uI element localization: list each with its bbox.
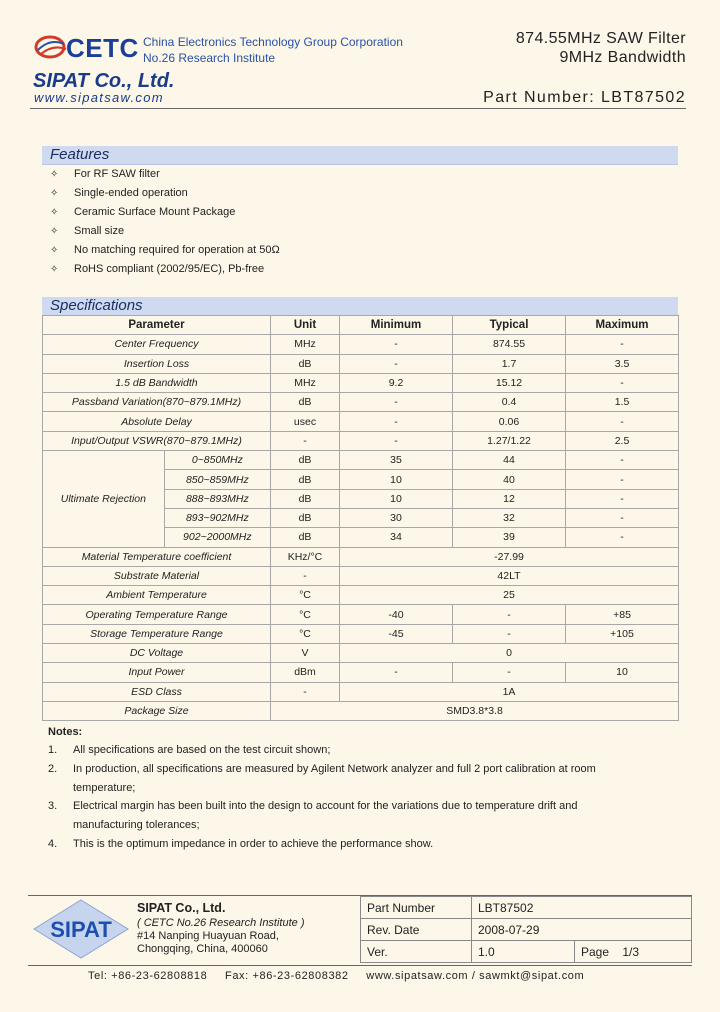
table-cell: - bbox=[340, 431, 453, 450]
table-row bbox=[361, 941, 692, 963]
col-parameter: Parameter bbox=[43, 316, 271, 335]
company-name: SIPAT Co., Ltd. bbox=[33, 70, 175, 92]
table-row bbox=[43, 373, 679, 392]
col-minimum: Minimum bbox=[340, 316, 453, 335]
table-cell: dB bbox=[271, 451, 340, 470]
table-cell: -45 bbox=[340, 624, 453, 643]
footer-address-line2: Chongqing, China, 400060 bbox=[137, 943, 268, 955]
product-bandwidth: 9MHz Bandwidth bbox=[559, 49, 686, 66]
table-row bbox=[43, 431, 679, 450]
table-cell: 25 bbox=[340, 586, 679, 605]
footer-address-line1: #14 Nanping Huayuan Road, bbox=[137, 930, 279, 942]
sipat-logo-icon bbox=[32, 898, 130, 960]
table-header-row bbox=[43, 316, 679, 335]
table-cell: dB bbox=[271, 528, 340, 547]
cetc-logo-text: CETC bbox=[66, 33, 139, 63]
specifications-table bbox=[42, 315, 679, 721]
version-value: 1.0 bbox=[472, 941, 575, 963]
note-text: Electrical margin has been built into the design to account for the variations due to temperature drift and manufacturing tolerances; bbox=[73, 800, 578, 831]
parameter-cell: Input Power bbox=[43, 663, 271, 682]
note-item bbox=[48, 835, 638, 854]
feature-text: Ceramic Surface Mount Package bbox=[74, 206, 236, 218]
table-row bbox=[43, 701, 679, 720]
table-cell: 30 bbox=[340, 508, 453, 527]
rev-date-value: 2008-07-29 bbox=[472, 919, 692, 941]
org-name: China Electronics Technology Group Corporation bbox=[143, 35, 403, 49]
table-row bbox=[43, 354, 679, 373]
table-cell: - bbox=[453, 624, 566, 643]
parameter-cell: Storage Temperature Range bbox=[43, 624, 271, 643]
table-cell: 2.5 bbox=[566, 431, 679, 450]
parameter-cell: Operating Temperature Range bbox=[43, 605, 271, 624]
bullet-icon: ✧ bbox=[50, 226, 59, 237]
page-value: 1/3 bbox=[622, 944, 640, 959]
parameter-cell: ESD Class bbox=[43, 682, 271, 701]
product-title: 874.55MHz SAW Filter bbox=[515, 30, 686, 47]
table-cell: V bbox=[271, 644, 340, 663]
parameter-cell: Ambient Temperature bbox=[43, 586, 271, 605]
parameter-cell: Passband Variation(870~879.1MHz) bbox=[43, 393, 271, 412]
table-cell: KHz/°C bbox=[271, 547, 340, 566]
part-number: Part Number: LBT87502 bbox=[483, 89, 686, 106]
col-unit: Unit bbox=[271, 316, 340, 335]
parameter-cell: 1.5 dB Bandwidth bbox=[43, 373, 271, 392]
table-cell: 1.5 bbox=[566, 393, 679, 412]
document-info-table bbox=[360, 896, 692, 963]
table-cell: 1.7 bbox=[453, 354, 566, 373]
table-cell: 42LT bbox=[340, 566, 679, 585]
table-cell: - bbox=[453, 605, 566, 624]
footer-institute: ( CETC No.26 Research Institute ) bbox=[137, 917, 305, 929]
table-cell: 10 bbox=[566, 663, 679, 682]
table-row bbox=[43, 586, 679, 605]
parameter-cell: Package Size bbox=[43, 701, 271, 720]
table-cell: dB bbox=[271, 470, 340, 489]
note-number: 3. bbox=[48, 800, 58, 812]
table-cell: 10 bbox=[340, 489, 453, 508]
table-cell: 44 bbox=[453, 451, 566, 470]
table-cell: - bbox=[453, 663, 566, 682]
contact-line bbox=[88, 970, 598, 982]
table-row bbox=[43, 663, 679, 682]
table-cell: - bbox=[566, 489, 679, 508]
table-cell: - bbox=[566, 373, 679, 392]
features-bar bbox=[42, 146, 678, 165]
note-text: In production, all specifications are measured by Agilent Network analyzer and full 2 port calibration at room temperature; bbox=[73, 763, 596, 794]
note-number: 4. bbox=[48, 838, 58, 850]
table-cell: -27.99 bbox=[340, 547, 679, 566]
table-row bbox=[43, 624, 679, 643]
feature-item bbox=[50, 244, 280, 256]
rejection-band-cell: 902~2000MHz bbox=[164, 528, 270, 547]
table-cell: dB bbox=[271, 489, 340, 508]
bullet-icon: ✧ bbox=[50, 188, 59, 199]
table-cell: 3.5 bbox=[566, 354, 679, 373]
table-cell: - bbox=[566, 451, 679, 470]
feature-text: Small size bbox=[74, 225, 125, 237]
table-cell: - bbox=[566, 335, 679, 354]
table-row bbox=[43, 393, 679, 412]
bullet-icon: ✧ bbox=[50, 207, 59, 218]
table-cell: 874.55 bbox=[453, 335, 566, 354]
table-cell: usec bbox=[271, 412, 340, 431]
specifications-title: Specifications bbox=[50, 297, 143, 314]
table-cell: - bbox=[271, 682, 340, 701]
table-row bbox=[43, 566, 679, 585]
parameter-cell: Absolute Delay bbox=[43, 412, 271, 431]
table-cell: 12 bbox=[453, 489, 566, 508]
part-number-label: Part Number bbox=[361, 897, 472, 919]
table-cell: +85 bbox=[566, 605, 679, 624]
table-cell: dBm bbox=[271, 663, 340, 682]
table-row bbox=[43, 451, 679, 470]
col-typical: Typical bbox=[453, 316, 566, 335]
table-row bbox=[43, 412, 679, 431]
table-cell: - bbox=[271, 431, 340, 450]
parameter-cell: Material Temperature coefficient bbox=[43, 547, 271, 566]
note-text: This is the optimum impedance in order to achieve the performance show. bbox=[73, 838, 434, 850]
header-divider bbox=[30, 108, 686, 109]
table-cell: - bbox=[340, 354, 453, 373]
rev-date-label: Rev. Date bbox=[361, 919, 472, 941]
parameter-cell: Insertion Loss bbox=[43, 354, 271, 373]
bullet-icon: ✧ bbox=[50, 245, 59, 256]
page-cell bbox=[575, 941, 692, 963]
table-cell: 10 bbox=[340, 470, 453, 489]
bullet-icon: ✧ bbox=[50, 264, 59, 275]
table-cell: 0.06 bbox=[453, 412, 566, 431]
feature-text: Single-ended operation bbox=[74, 187, 188, 199]
parameter-cell: Substrate Material bbox=[43, 566, 271, 585]
table-cell: 1A bbox=[340, 682, 679, 701]
footer-company: SIPAT Co., Ltd. bbox=[137, 901, 226, 915]
table-cell: +105 bbox=[566, 624, 679, 643]
table-cell: - bbox=[340, 412, 453, 431]
rejection-band-cell: 0~850MHz bbox=[164, 451, 270, 470]
table-cell: °C bbox=[271, 624, 340, 643]
table-row bbox=[43, 605, 679, 624]
table-row bbox=[43, 547, 679, 566]
parameter-cell: Center Frequency bbox=[43, 335, 271, 354]
part-number-value: LBT87502 bbox=[472, 897, 692, 919]
table-cell: - bbox=[340, 663, 453, 682]
company-website[interactable]: www.sipatsaw.com bbox=[34, 90, 164, 105]
table-cell: - bbox=[271, 566, 340, 585]
table-cell: 1.27/1.22 bbox=[453, 431, 566, 450]
note-item bbox=[48, 797, 638, 835]
table-cell: dB bbox=[271, 354, 340, 373]
fax: Fax: +86-23-62808382 bbox=[225, 970, 349, 982]
feature-item bbox=[50, 225, 124, 237]
table-cell: - bbox=[566, 528, 679, 547]
table-cell: dB bbox=[271, 508, 340, 527]
rejection-label-cell: Ultimate Rejection bbox=[43, 451, 165, 547]
sipat-logo-text: SIPAT bbox=[50, 917, 112, 942]
feature-item bbox=[50, 263, 264, 275]
telephone: Tel: +86-23-62808818 bbox=[88, 970, 208, 982]
table-row bbox=[43, 335, 679, 354]
table-cell: - bbox=[340, 393, 453, 412]
feature-item bbox=[50, 206, 235, 218]
page-label: Page bbox=[581, 944, 610, 959]
table-cell: - bbox=[340, 335, 453, 354]
table-row bbox=[361, 897, 692, 919]
note-number: 2. bbox=[48, 763, 58, 775]
table-cell: MHz bbox=[271, 335, 340, 354]
table-row bbox=[43, 682, 679, 701]
table-cell: 35 bbox=[340, 451, 453, 470]
footer-bottom-rule bbox=[28, 965, 692, 966]
rejection-band-cell: 850~859MHz bbox=[164, 470, 270, 489]
feature-item bbox=[50, 187, 188, 199]
table-cell: 39 bbox=[453, 528, 566, 547]
web-email[interactable]: www.sipatsaw.com / sawmkt@sipat.com bbox=[366, 970, 585, 982]
table-cell: 15.12 bbox=[453, 373, 566, 392]
table-cell: -40 bbox=[340, 605, 453, 624]
note-number: 1. bbox=[48, 744, 58, 756]
table-cell: dB bbox=[271, 393, 340, 412]
org-institute: No.26 Research Institute bbox=[143, 51, 276, 65]
table-cell: 0 bbox=[340, 644, 679, 663]
table-cell: MHz bbox=[271, 373, 340, 392]
col-maximum: Maximum bbox=[566, 316, 679, 335]
table-cell: - bbox=[566, 412, 679, 431]
version-label: Ver. bbox=[361, 941, 472, 963]
note-text: All specifications are based on the test circuit shown; bbox=[73, 744, 331, 756]
rejection-band-cell: 893~902MHz bbox=[164, 508, 270, 527]
table-cell: 32 bbox=[453, 508, 566, 527]
notes-title: Notes: bbox=[48, 726, 83, 738]
note-item bbox=[48, 741, 638, 760]
table-cell: °C bbox=[271, 605, 340, 624]
note-item bbox=[48, 760, 638, 798]
parameter-cell: DC Voltage bbox=[43, 644, 271, 663]
feature-text: For RF SAW filter bbox=[74, 168, 160, 180]
table-cell: - bbox=[566, 508, 679, 527]
features-title: Features bbox=[50, 146, 110, 163]
table-cell: °C bbox=[271, 586, 340, 605]
bullet-icon: ✧ bbox=[50, 169, 59, 180]
table-cell: 34 bbox=[340, 528, 453, 547]
rejection-band-cell: 888~893MHz bbox=[164, 489, 270, 508]
feature-text: No matching required for operation at 50Ω bbox=[74, 244, 280, 256]
feature-item bbox=[50, 168, 160, 180]
parameter-cell: Input/Output VSWR(870~879.1MHz) bbox=[43, 431, 271, 450]
table-cell: SMD3.8*3.8 bbox=[271, 701, 679, 720]
table-row bbox=[361, 919, 692, 941]
table-row bbox=[43, 644, 679, 663]
table-cell: 9.2 bbox=[340, 373, 453, 392]
table-cell: 40 bbox=[453, 470, 566, 489]
feature-text: RoHS compliant (2002/95/EC), Pb-free bbox=[74, 263, 265, 275]
table-cell: - bbox=[566, 470, 679, 489]
table-cell: 0.4 bbox=[453, 393, 566, 412]
